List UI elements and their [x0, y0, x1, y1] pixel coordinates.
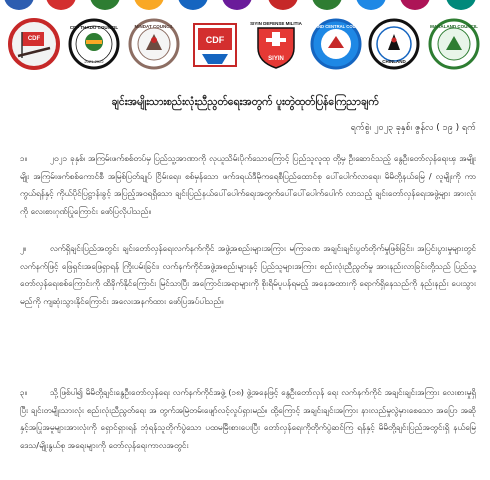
svg-text:2021-2022: 2021-2022 [84, 59, 104, 64]
paragraph-number: ၃။ [20, 387, 28, 397]
document-title: ချင်းအမျိုးသားစည်းလုံးညီညွတ်ရေးအတွက် ပူးတွဲထုတ်ပြန်ကြေညာချက် [111, 96, 379, 108]
chinland-council-icon [368, 18, 420, 70]
top-logo-strip [0, 0, 490, 10]
paragraph-number: ၁။ [20, 153, 28, 163]
partial-logo-icon [222, 0, 252, 10]
svg-text:SIYIN: SIYIN [268, 56, 284, 62]
svg-text:CHINLAND: CHINLAND [382, 59, 406, 64]
partial-logo-icon [134, 0, 164, 10]
partial-logo-icon [4, 0, 34, 10]
partial-logo-icon [178, 0, 208, 10]
cdf-emblem-icon [8, 18, 60, 70]
svg-text:CDF: CDF [205, 35, 225, 45]
partial-logo-icon [268, 0, 298, 10]
zoland-central-council-icon [306, 18, 366, 70]
organization-logos [0, 16, 490, 74]
paragraph-text: လက်ရှိချင်းပြည်အတွင်း ချင်းတော်လှန်ရေးလက်နက်ကိုင် အဖွဲ့အစည်းများအကြား မကြာခဏ အချင်းချင်းပွတ်တိုက်မှုဖြစ်ခြင်း၊ အပြင်းပွားမှုများတွင် လက်နက်ဖြင့် ဖြေရှင်းအဖြေရှာရန် ကြိုးပမ်းခြင်း၊ လက်နက်ကိုင်အဖွဲ့အစည်းများနှင့် ပြည်သူများအကြား စည်းလုံးညီညွတ်မှု အားနည်းလာခြင်းတို့သည် ပြည်သူ့တော်လှန်ရေးစစ်ကြောင်းကို ထိခိုက်နိုင်ကြောင်း မြင်သာပြီး အကြောင်းအရာများကို စိုးရိမ်ပူပန်ရမည့် အနေအထားကို ရောက်ရှိနေသည်ကို နည်းနည်း ပေးသွားမည်ကို ကျဆုံးသွားနိုင်ကြောင်း အလေးအနက်ထား ဖော်ပြအပ်ပါသည်။ [20, 243, 476, 306]
paragraph-3 [20, 384, 476, 454]
mindat-council-icon [128, 18, 180, 70]
svg-text:CDF: CDF [27, 36, 41, 42]
document-date: ရက်စွဲ၊ ၂၀၂၃ ခုနှစ်၊ ဇွန်လ ( ၁၉ ) ရက် [350, 123, 476, 133]
svg-text:ZOLAND CENTRAL COUNCIL: ZOLAND CENTRAL COUNCIL [306, 24, 366, 29]
partial-logo-icon [46, 0, 76, 10]
siyin-shield-icon [250, 18, 302, 70]
partial-logo-icon [312, 0, 342, 10]
svg-text:CDF THADO COUNCIL: CDF THADO COUNCIL [69, 25, 119, 30]
partial-logo-icon [446, 0, 476, 10]
partial-logo-icon [90, 0, 120, 10]
partial-logo-icon [356, 0, 386, 10]
partial-logo-icon [400, 0, 430, 10]
paragraph-text: ၂၀၂၁ ခုနှစ်၊ အကြမ်းဖက်စစ်တပ်မှ ပြည်သူ့အာဏာကို လုယူသိမ်းပိုက်သောကြောင့် ပြည်သူလူထု တို့မှ ဦးဆောင်သည့် နွေဦးတော်လှန်ရေးၾ အမျိုးမျိုး အကြမ်းဖက်စစ်ကောင်စီ အမြစ်ပြတ်ချုပ် ငြိမ်းရေး၊ စစ်မှန်သော ဖက်ဒရယ်ဒီမိုကရေစီပြည်ထောင်စု ပေါ်ပေါက်လာရေး၊ မိမိတို့နယ်မြေ / လူမျိုးကို ကာကွယ်ရန်နှင့် ကိုယ်ပိုင်ပြဋ္ဌာန်းခွင့် အပြည့်အဝရရှိသော ချင်းပြည်နယ်ပေါ်ပေါက်ရေးအတွက်ပေါ်ပေါ်ပေါက်ပေါက် လာသည့် ချင်းတော်လှန်ရေးအဖွဲ့များ အားလုံးကို လေးစားဂုဏ်ပြုကြောင်း ဖော်ပြလိုပါသည်။ [20, 153, 476, 216]
paragraph-1 [20, 150, 476, 220]
svg-text:SIYIN DEFENSE MILITIA: SIYIN DEFENSE MILITIA [250, 21, 302, 26]
cdf-thado-council-icon [68, 18, 120, 70]
svg-text:MINDAT COUNCIL: MINDAT COUNCIL [134, 24, 174, 29]
maraland-council-icon [428, 18, 480, 70]
paragraph-2 [20, 240, 476, 310]
svg-text:MARALAND COUNCIL: MARALAND COUNCIL [430, 24, 478, 29]
paragraph-text: သို့ဖြစ်ပါ၍ မိမိတို့ချင်းနွေဦးတော်လှန်ရေး လက်နက်ကိုင်အဖွဲ့ (၁၈) ဖွဲ့အနေဖြင့် နွေဦးတော်လှန် ရေး လက်နက်ကိုင် အချင်းချင်းအကြား လေးစားမှုရှိပြီး ချင်းတမျိုးသားလုံး စည်းလုံးညီညွတ်ရေး အ တွက်အမြဲတမ်းဖျော်လင့်လှုပ်ရှားမည်။ ထို့ကြောင့် အချင်းချင်းအကြား နားလည်မှုလွဲမှားစေသော အပြော အဆိုနှင့်အပြုအမူများအားလုံးကို ရှောင်ရှားရန် ဘုံရန်သူတိုက်ပွဲသော ပထမမြီးစားပေးပြီး တော်လှန်ရေးကိုတိုက်ပွဲဆင်ကြ ရန်နှင့် မိမိတို့ချင်းပြည်အတွင်းရှိ နယ်မြေဒေသ/မျိုးနွယ်စု အရေးများကို တော်လှန်ရေးကာလအတွင်း [20, 387, 476, 450]
cdf-shield-icon [192, 22, 238, 68]
paragraph-number: ၂။ [20, 243, 27, 253]
